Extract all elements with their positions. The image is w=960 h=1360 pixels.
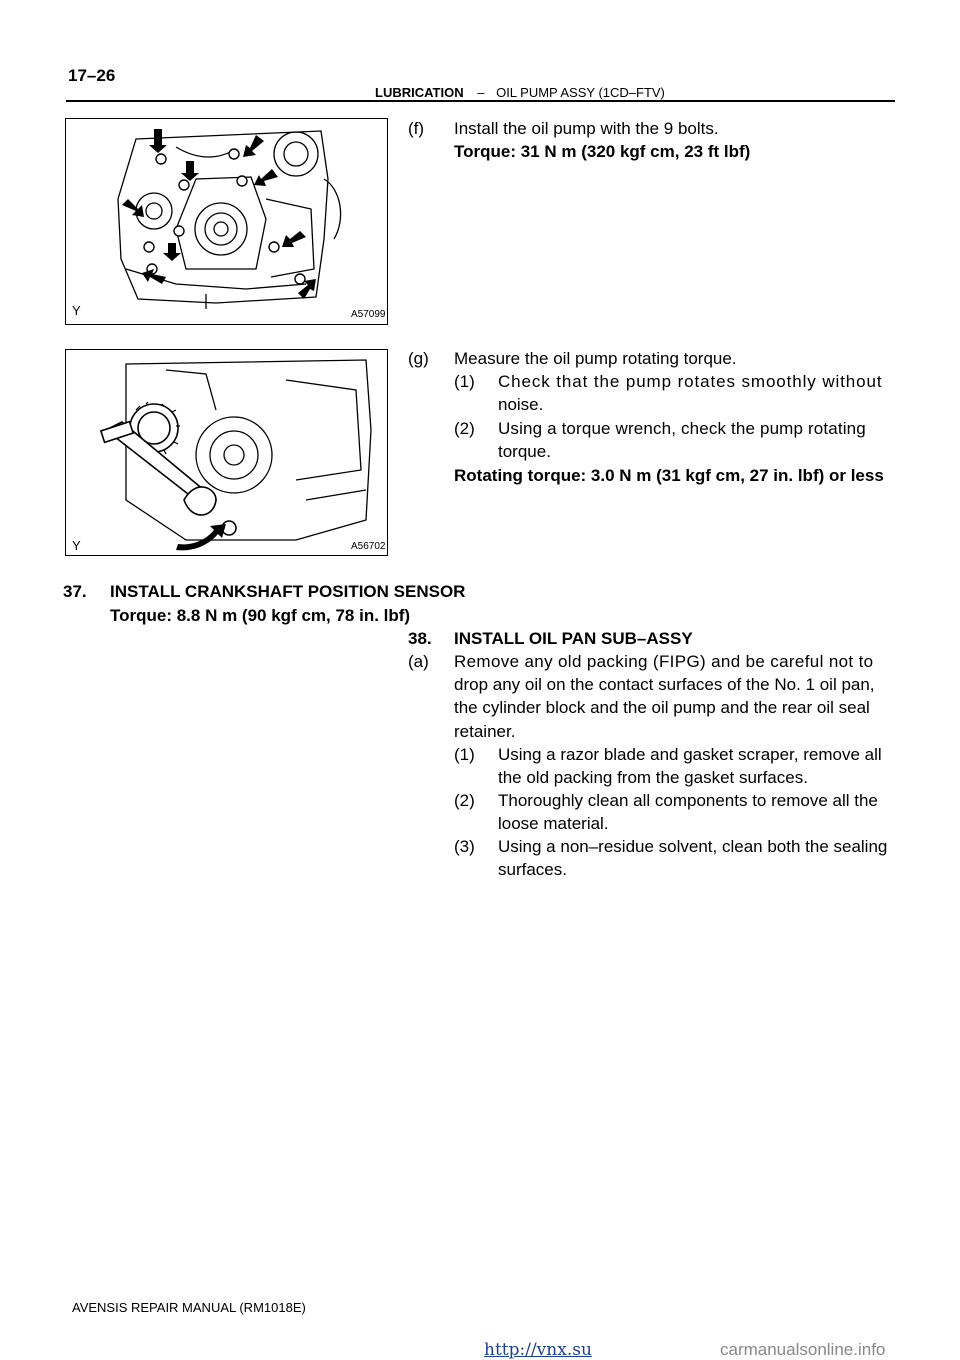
subsection-name: OIL PUMP ASSY (1CD–FTV) — [496, 85, 665, 100]
step-38a-line1: Remove any old packing (FIPG) and be careful not to — [454, 652, 874, 671]
figure2-corner-mark: Y — [72, 538, 81, 553]
step-g-spec: Rotating torque: 3.0 N m (31 kgf cm, 27 in. lbf) or less — [454, 466, 884, 485]
step-38a-sub2-line1: Thoroughly clean all components to remove all the — [498, 791, 878, 810]
step-37-torque: Torque: 8.8 N m (90 kgf cm, 78 in. lbf) — [110, 606, 411, 625]
site-brand: carmanualsonline.info — [720, 1340, 886, 1359]
step-f-marker: (f) — [408, 119, 425, 138]
step-38a-sub3-line1: Using a non–residue solvent, clean both the sealing — [498, 837, 888, 856]
figure1-code: A57099 — [351, 309, 386, 320]
step-38a-sub3-line2: surfaces. — [498, 860, 567, 879]
step-38a-sub1-line2: the old packing from the gasket surfaces. — [498, 768, 808, 787]
step-38a-sub3-marker: (3) — [454, 837, 475, 856]
figure1-corner-mark: Y — [72, 303, 81, 318]
step-38a-sub2-marker: (2) — [454, 791, 475, 810]
header-rule — [66, 100, 895, 102]
step-38a-sub2-line2: loose material. — [498, 814, 609, 833]
step-38-number: 38. — [408, 629, 432, 648]
torque-wrench-illustration — [66, 350, 386, 554]
section-name: LUBRICATION — [375, 85, 464, 100]
header-separator: – — [477, 85, 485, 100]
oil-pump-bolts-figure — [65, 118, 388, 325]
figure2-code: A56702 — [351, 541, 386, 552]
step-38a-sub1-line1: Using a razor blade and gasket scraper, remove all — [498, 745, 882, 764]
oil-pump-bolts-illustration — [66, 119, 386, 323]
step-38a-marker: (a) — [408, 652, 429, 671]
page-number: 17–26 — [68, 66, 116, 85]
step-37-number: 37. — [63, 582, 87, 601]
rotating-torque-figure — [65, 349, 388, 556]
step-37-title: INSTALL CRANKSHAFT POSITION SENSOR — [110, 582, 466, 601]
manual-footer: AVENSIS REPAIR MANUAL (RM1018E) — [72, 1300, 306, 1315]
step-g-sub2-line2: torque. — [498, 442, 551, 461]
step-g-sub1-marker: (1) — [454, 372, 475, 391]
watermark-link[interactable]: http://vnx.su — [484, 1340, 592, 1360]
section-header — [375, 85, 665, 100]
step-g-sub1-line1: Check that the pump rotates smoothly without — [498, 372, 883, 391]
step-38-title: INSTALL OIL PAN SUB–ASSY — [454, 629, 693, 648]
step-38a-line4: retainer. — [454, 722, 516, 741]
step-g-sub2-line1: Using a torque wrench, check the pump rotating — [498, 419, 866, 438]
step-g-sub1-line2: noise. — [498, 395, 544, 414]
step-38a-line2: drop any oil on the contact surfaces of the No. 1 oil pan, — [454, 675, 875, 694]
step-38a-sub1-marker: (1) — [454, 745, 475, 764]
step-g-text: Measure the oil pump rotating torque. — [454, 349, 737, 368]
step-g-sub2-marker: (2) — [454, 419, 475, 438]
step-g-marker: (g) — [408, 349, 429, 368]
step-38a-line3: the cylinder block and the oil pump and the rear oil seal — [454, 698, 870, 717]
step-f-text: Install the oil pump with the 9 bolts. — [454, 119, 719, 138]
step-f-torque: Torque: 31 N m (320 kgf cm, 23 ft lbf) — [454, 142, 751, 161]
